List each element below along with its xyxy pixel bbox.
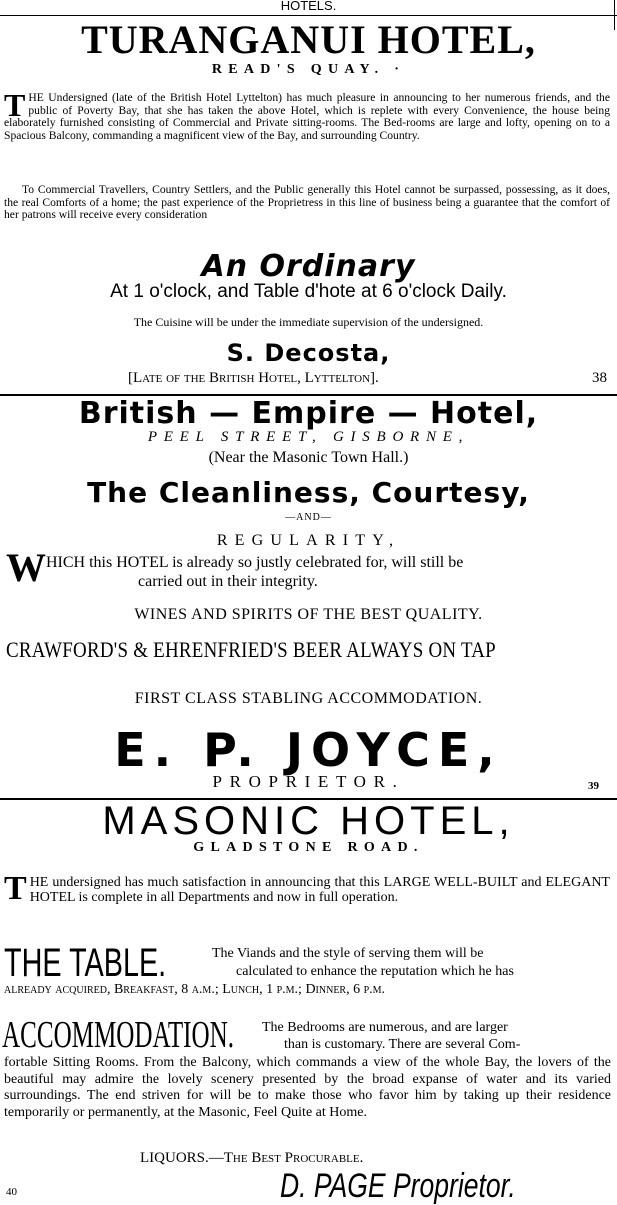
ad3-table-text-1: The Viands and the style of serving them will be [212,946,484,961]
ad2-near: (Near the Masonic Town Hall.) [208,449,409,466]
ad3-proprietor-signature: D. PAGE Proprietor. [280,1167,516,1205]
dropcap-letter: T [4,870,27,907]
ad2-street: PEEL STREET, GISBORNE, [147,429,470,445]
ad1-title: TURANGANUI HOTEL, [81,17,536,62]
ad2-which-line-1: HICH this HOTEL is already so justly celebrated for, will still be [46,554,464,571]
ad3-paragraph-1: THE undersigned has much satisfaction in announcing that this LARGE WELL-BUILT and ELEGANT HOTEL is complete in all Departments and now in full operation. [4,870,610,907]
ad2-motto: The Cleanliness, Courtesy, [87,476,530,509]
ad2-regularity: REGULARITY, [216,532,401,549]
ad3-accom-text-2: than is customary. There are several Com- [284,1037,521,1052]
ad3-liquors: LIQUORS.—The Best Procurable. [140,1150,364,1166]
ad3-accom-text-1: The Bedrooms are numerous, and are larger [262,1020,508,1035]
ad1-paragraph-1: THE Undersigned (late of the British Hotel Lyttelton) has much pleasure in announcing to her numerous friends, and the public of Poverty Bay, that she has taken the above Hotel, which is replete with every Convenience, the house being elaborately furnished consisting of Commercial and Private sitting-rooms. The Bed-rooms are large and lofty, opening on to a Spacious Balcony, commanding a magnificent view of the Bay, and surrounding Country. [4,87,610,142]
ad3-number: 40 [6,1186,17,1198]
ad2-stabling: FIRST CLASS STABLING ACCOMMODATION. [134,690,483,707]
ad2-title: British — Empire — Hotel, [78,396,539,431]
ad3-accommodation-heading: ACCOMMODATION. [2,1014,235,1056]
ad1-late-note: [Late of the British Hotel, Lyttelton]. [128,370,379,386]
section-header: HOTELS. [280,0,337,13]
ad3-accom-paragraph: fortable Sitting Rooms. From the Balcony, which commands a view of the whole Bay, the lovers of the beautiful may admire the lovely scenery presented by the broad expanse of water and its varied surroundings. The end striven for will be to make those who favor him by taking up their residence temporarily or permanently, at the Masonic, Feel Quite at Home. [4,1055,611,1120]
ad1-ordinary-line: At 1 o'clock, and Table d'hote at 6 o'clock Daily. [110,281,507,302]
ad1-subtitle: READ'S QUAY. · [211,62,406,77]
ad2-and: —AND— [285,512,332,523]
ad2-which-line-2: carried out in their integrity. [138,573,318,590]
ad2-proprietor: E. P. JOYCE, [114,723,503,777]
ad2-number: 39 [588,780,599,792]
header-rule [0,15,617,16]
ad3-subtitle: GLADSTONE ROAD. [193,840,424,855]
ad1-ordinary-heading: An Ordinary [201,249,416,284]
ad3-table-text-3: already acquired, Breakfast, 8 a.m.; Lunch, 1 p.m.; Dinner, 6 p.m. [4,982,386,997]
ad3-table-heading: THE TABLE. [4,941,167,985]
ad1-number: 38 [592,370,607,386]
ad1-proprietor: S. Decosta, [226,339,391,367]
ad2-which-dropcap: W [6,545,46,590]
ad2-beer: CRAWFORD'S & EHRENFRIED'S BEER ALWAYS ON TAP [6,637,496,662]
ad2-proprietor-title: PROPRIETOR. [212,772,405,791]
dropcap-letter: T [4,87,26,123]
ad3-table-text-2: calculated to enhance the reputation which he has [236,964,514,979]
ad3-title: MASONIC HOTEL, [102,799,515,843]
ad2-wines: WINES AND SPIRITS OF THE BEST QUALITY. [134,606,483,623]
ad1-cuisine-line: The Cuisine will be under the immediate supervision of the undersigned. [133,315,484,329]
ad1-paragraph-2: To Commercial Travellers, Country Settlers, and the Public generally this Hotel cannot be surpassed, possessing, as it does, the real Comforts of a home; the past experience of the Proprietress in this line of business being a guarantee that the comfort of her patrons will receive every consideration [4,183,610,222]
